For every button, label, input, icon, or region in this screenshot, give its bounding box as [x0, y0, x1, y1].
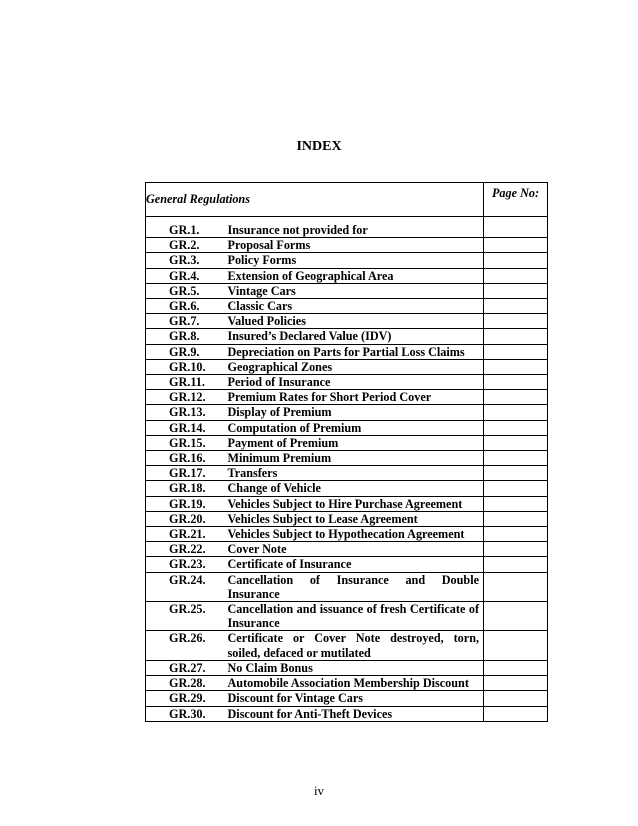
- table-row: [146, 557, 548, 572]
- regulation-code: GR.17.: [146, 466, 228, 481]
- regulation-title: Payment of Premium: [228, 435, 484, 450]
- table-row: [146, 253, 548, 268]
- regulation-page: [484, 631, 548, 660]
- regulation-code: GR.6.: [146, 299, 228, 314]
- table-row: [146, 691, 548, 706]
- regulation-code: GR.20.: [146, 511, 228, 526]
- regulation-title: Certificate or Cover Note destroyed, torn, soiled, defaced or mutilated: [228, 631, 484, 660]
- table-row: [146, 344, 548, 359]
- regulation-title: Valued Policies: [228, 314, 484, 329]
- regulation-code: GR.16.: [146, 451, 228, 466]
- regulation-code: GR.23.: [146, 557, 228, 572]
- regulation-page: [484, 375, 548, 390]
- regulation-title: Cancellation and issuance of fresh Certificate of Insurance: [228, 602, 484, 631]
- table-row: [146, 329, 548, 344]
- table-row: [146, 542, 548, 557]
- regulation-title: Discount for Anti-Theft Devices: [228, 706, 484, 721]
- table-row: [146, 466, 548, 481]
- regulation-code: GR.22.: [146, 542, 228, 557]
- table-row: [146, 314, 548, 329]
- regulation-page: [484, 268, 548, 283]
- regulation-code: GR.21.: [146, 527, 228, 542]
- regulation-title: Computation of Premium: [228, 420, 484, 435]
- regulation-title: Transfers: [228, 466, 484, 481]
- table-row: [146, 375, 548, 390]
- section-heading: General Regulations: [146, 183, 484, 217]
- regulation-code: GR.13.: [146, 405, 228, 420]
- table-row: [146, 390, 548, 405]
- regulation-page: [484, 359, 548, 374]
- regulation-title: Discount for Vintage Cars: [228, 691, 484, 706]
- table-row: [146, 451, 548, 466]
- regulation-page: [484, 435, 548, 450]
- regulation-code: GR.12.: [146, 390, 228, 405]
- table-row: [146, 706, 548, 721]
- regulation-title: Cancellation of Insurance and Double Insurance: [228, 572, 484, 601]
- regulation-title: Geographical Zones: [228, 359, 484, 374]
- regulation-title: No Claim Bonus: [228, 660, 484, 675]
- table-row: [146, 238, 548, 253]
- regulation-page: [484, 223, 548, 238]
- table-row: [146, 405, 548, 420]
- regulation-code: GR.11.: [146, 375, 228, 390]
- regulation-page: [484, 496, 548, 511]
- regulation-code: GR.10.: [146, 359, 228, 374]
- table-row: [146, 299, 548, 314]
- regulation-page: [484, 527, 548, 542]
- regulation-title: Cover Note: [228, 542, 484, 557]
- regulation-page: [484, 238, 548, 253]
- regulation-page: [484, 451, 548, 466]
- table-row: [146, 602, 548, 631]
- regulation-title: Premium Rates for Short Period Cover: [228, 390, 484, 405]
- regulation-page: [484, 660, 548, 675]
- regulation-code: GR.3.: [146, 253, 228, 268]
- table-header-row: [146, 183, 548, 217]
- regulation-code: GR.14.: [146, 420, 228, 435]
- regulation-page: [484, 481, 548, 496]
- regulation-code: GR.8.: [146, 329, 228, 344]
- regulation-page: [484, 511, 548, 526]
- regulation-code: GR.1.: [146, 223, 228, 238]
- table-row: [146, 660, 548, 675]
- table-row: [146, 527, 548, 542]
- regulation-title: Vehicles Subject to Lease Agreement: [228, 511, 484, 526]
- page-title: INDEX: [296, 139, 342, 154]
- regulation-page: [484, 329, 548, 344]
- table-row: [146, 511, 548, 526]
- table-row: [146, 572, 548, 601]
- regulation-page: [484, 542, 548, 557]
- regulation-page: [484, 420, 548, 435]
- table-row: [146, 268, 548, 283]
- regulation-page: [484, 706, 548, 721]
- regulation-page: [484, 299, 548, 314]
- regulation-page: [484, 390, 548, 405]
- regulation-title: Minimum Premium: [228, 451, 484, 466]
- table-row: [146, 631, 548, 660]
- regulation-title: Vehicles Subject to Hire Purchase Agreement: [228, 496, 484, 511]
- table-row: [146, 420, 548, 435]
- table-row: [146, 359, 548, 374]
- index-table-body: [146, 183, 548, 722]
- regulation-code: GR.18.: [146, 481, 228, 496]
- regulation-page: [484, 405, 548, 420]
- regulation-title: Insured’s Declared Value (IDV): [228, 329, 484, 344]
- regulation-title: Classic Cars: [228, 299, 484, 314]
- regulation-title: Period of Insurance: [228, 375, 484, 390]
- regulation-code: GR.7.: [146, 314, 228, 329]
- table-row: [146, 223, 548, 238]
- table-row: [146, 481, 548, 496]
- page-column-heading: Page No:: [484, 183, 548, 217]
- regulation-title: Vehicles Subject to Hypothecation Agreement: [228, 527, 484, 542]
- regulation-page: [484, 602, 548, 631]
- table-row: [146, 435, 548, 450]
- regulation-code: GR.25.: [146, 602, 228, 631]
- regulation-code: GR.5.: [146, 283, 228, 298]
- regulation-code: GR.2.: [146, 238, 228, 253]
- regulation-page: [484, 344, 548, 359]
- regulation-page: [484, 283, 548, 298]
- regulation-code: GR.19.: [146, 496, 228, 511]
- regulation-title: Certificate of Insurance: [228, 557, 484, 572]
- regulation-title: Extension of Geographical Area: [228, 268, 484, 283]
- table-row: [146, 496, 548, 511]
- regulation-title: Policy Forms: [228, 253, 484, 268]
- table-row: [146, 676, 548, 691]
- regulation-title: Display of Premium: [228, 405, 484, 420]
- regulation-code: GR.15.: [146, 435, 228, 450]
- regulation-title: Vintage Cars: [228, 283, 484, 298]
- regulation-code: GR.28.: [146, 676, 228, 691]
- regulation-page: [484, 253, 548, 268]
- regulation-title: Automobile Association Membership Discount: [228, 676, 484, 691]
- regulation-page: [484, 572, 548, 601]
- index-table: [145, 182, 548, 722]
- regulation-page: [484, 691, 548, 706]
- regulation-title: Depreciation on Parts for Partial Loss Claims: [228, 344, 484, 359]
- regulation-page: [484, 676, 548, 691]
- page-number: iv: [313, 783, 325, 798]
- regulation-code: GR.30.: [146, 706, 228, 721]
- regulation-code: GR.24.: [146, 572, 228, 601]
- regulation-title: Proposal Forms: [228, 238, 484, 253]
- regulation-page: [484, 466, 548, 481]
- regulation-title: Insurance not provided for: [228, 223, 484, 238]
- regulation-title: Change of Vehicle: [228, 481, 484, 496]
- regulation-code: GR.4.: [146, 268, 228, 283]
- regulation-code: GR.26.: [146, 631, 228, 660]
- regulation-code: GR.29.: [146, 691, 228, 706]
- regulation-page: [484, 557, 548, 572]
- table-row: [146, 283, 548, 298]
- regulation-code: GR.27.: [146, 660, 228, 675]
- regulation-code: GR.9.: [146, 344, 228, 359]
- regulation-page: [484, 314, 548, 329]
